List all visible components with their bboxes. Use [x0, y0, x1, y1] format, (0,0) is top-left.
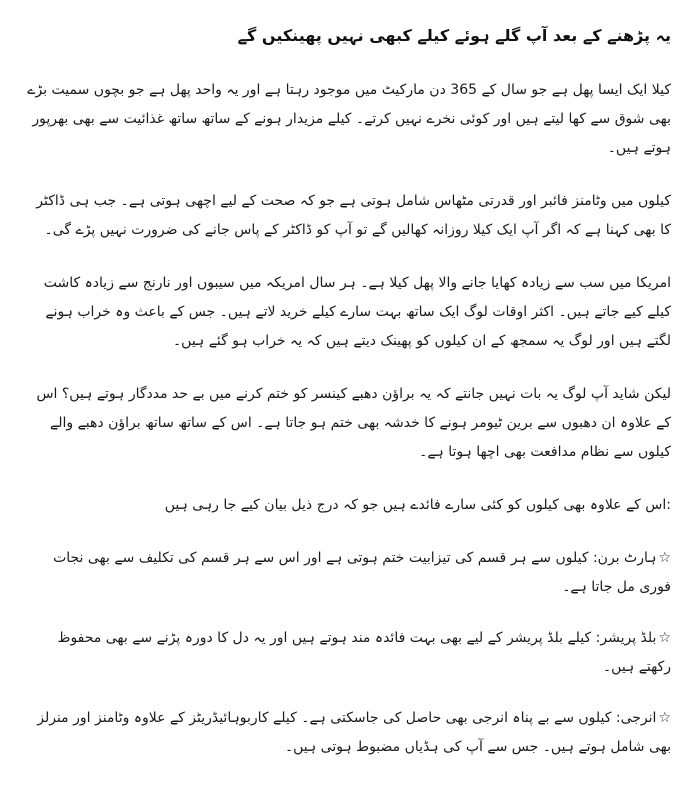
benefit-blood-pressure: بلڈ پریشر: کیلے بلڈ پریشر کے لیے بھی بہت فائدہ مند ہوتے ہیں اور یہ دل کا دورہ پڑنے سے بھی محفوظ رکھتے ہیں۔ — [57, 630, 671, 675]
paragraph: امریکا میں سب سے زیادہ کھایا جانے والا پھل کیلا ہے۔ ہر سال امریکہ میں سیبوں اور نارنج سے زیادہ کاشت کیلے کیے جاتے ہیں۔ اکثر اوقات لوگ ایک ساتھ بہت سارے کیلے خرید لاتے ہیں۔ جس کے باعث وہ خراب ہونے لگتے ہیں اور لوگ یہ سمجھ کے ان کیلوں کو پھینک دیتے ہیں کہ یہ خراب ہو گئے ہیں۔ — [43, 275, 671, 349]
paragraph: کیلا ایک ایسا پھل ہے جو سال کے 365 دن مارکیٹ میں موجود رہتا ہے اور یہ واحد پھل ہے جو بچوں سمیت بڑے بھی شوق سے کھا لیتے ہیں اور کوئی نخرے نہیں کرتے۔ کیلے مزیدار ہونے کے ساتھ ساتھ غذائیت سے بھی بھرپور ہوتے ہیں۔ — [27, 82, 671, 156]
star-icon: ☆ — [658, 710, 671, 726]
list-item — [26, 624, 671, 682]
benefit-heartburn: ہارٹ برن: کیلوں سے ہر قسم کی تیزابیت ختم ہوتی ہے اور اس سے ہر قسم کی تکلیف سے بھی نجات فوری مل جاتا ہے۔ — [53, 550, 671, 595]
list-item — [26, 704, 671, 762]
paragraph-intro-benefits: :اس کے علاوہ بھی کیلوں کو کئی سارے فائدے ہیں جو کہ درج ذیل بیان کیے جا رہی ہیں — [164, 497, 671, 513]
list-item — [26, 544, 671, 602]
paragraph: کیلوں میں وٹامنز فائبر اور قدرتی مٹھاس شامل ہوتی ہے جو کہ صحت کے لیے اچھی ہوتی ہے۔ جب ہی ڈاکٹر کا بھی کہنا ہے کہ اگر آپ ایک کیلا روزانہ کھالیں گے تو آپ کو ڈاکٹر کے پاس جانے کی ضرورت نہیں پڑے گی۔ — [36, 193, 671, 238]
star-icon: ☆ — [658, 550, 671, 566]
article-title: یہ پڑھنے کے بعد آپ گلے ہوئے کیلے کبھی نہیں پھینکیں گے — [237, 26, 671, 45]
benefit-energy: انرجی: کیلوں سے بے پناہ انرجی بھی حاصل کی جاسکتی ہے۔ کیلے کاربوہائیڈریٹز کے علاوہ وٹامنز اور منرلز بھی شامل ہوتے ہیں۔ جس سے آپ کی ہڈیاں مضبوط ہوتی ہیں۔ — [37, 710, 671, 755]
article — [26, 24, 671, 784]
benefits-list — [26, 544, 671, 762]
paragraph: لیکن شاید آپ لوگ یہ بات نہیں جانتے کہ یہ براؤن دھبے کینسر کو ختم کرنے میں بے حد مددگار ہوتے ہیں؟ اس کے علاوہ ان دھبوں سے برین ٹیومر ہونے کا خدشہ بھی ختم ہو جاتا ہے۔ اس کے ساتھ ساتھ براؤن دھبے والے کیلوں سے نظام مدافعت بھی اچھا ہوتا ہے۔ — [36, 386, 671, 460]
star-icon: ☆ — [658, 630, 671, 646]
